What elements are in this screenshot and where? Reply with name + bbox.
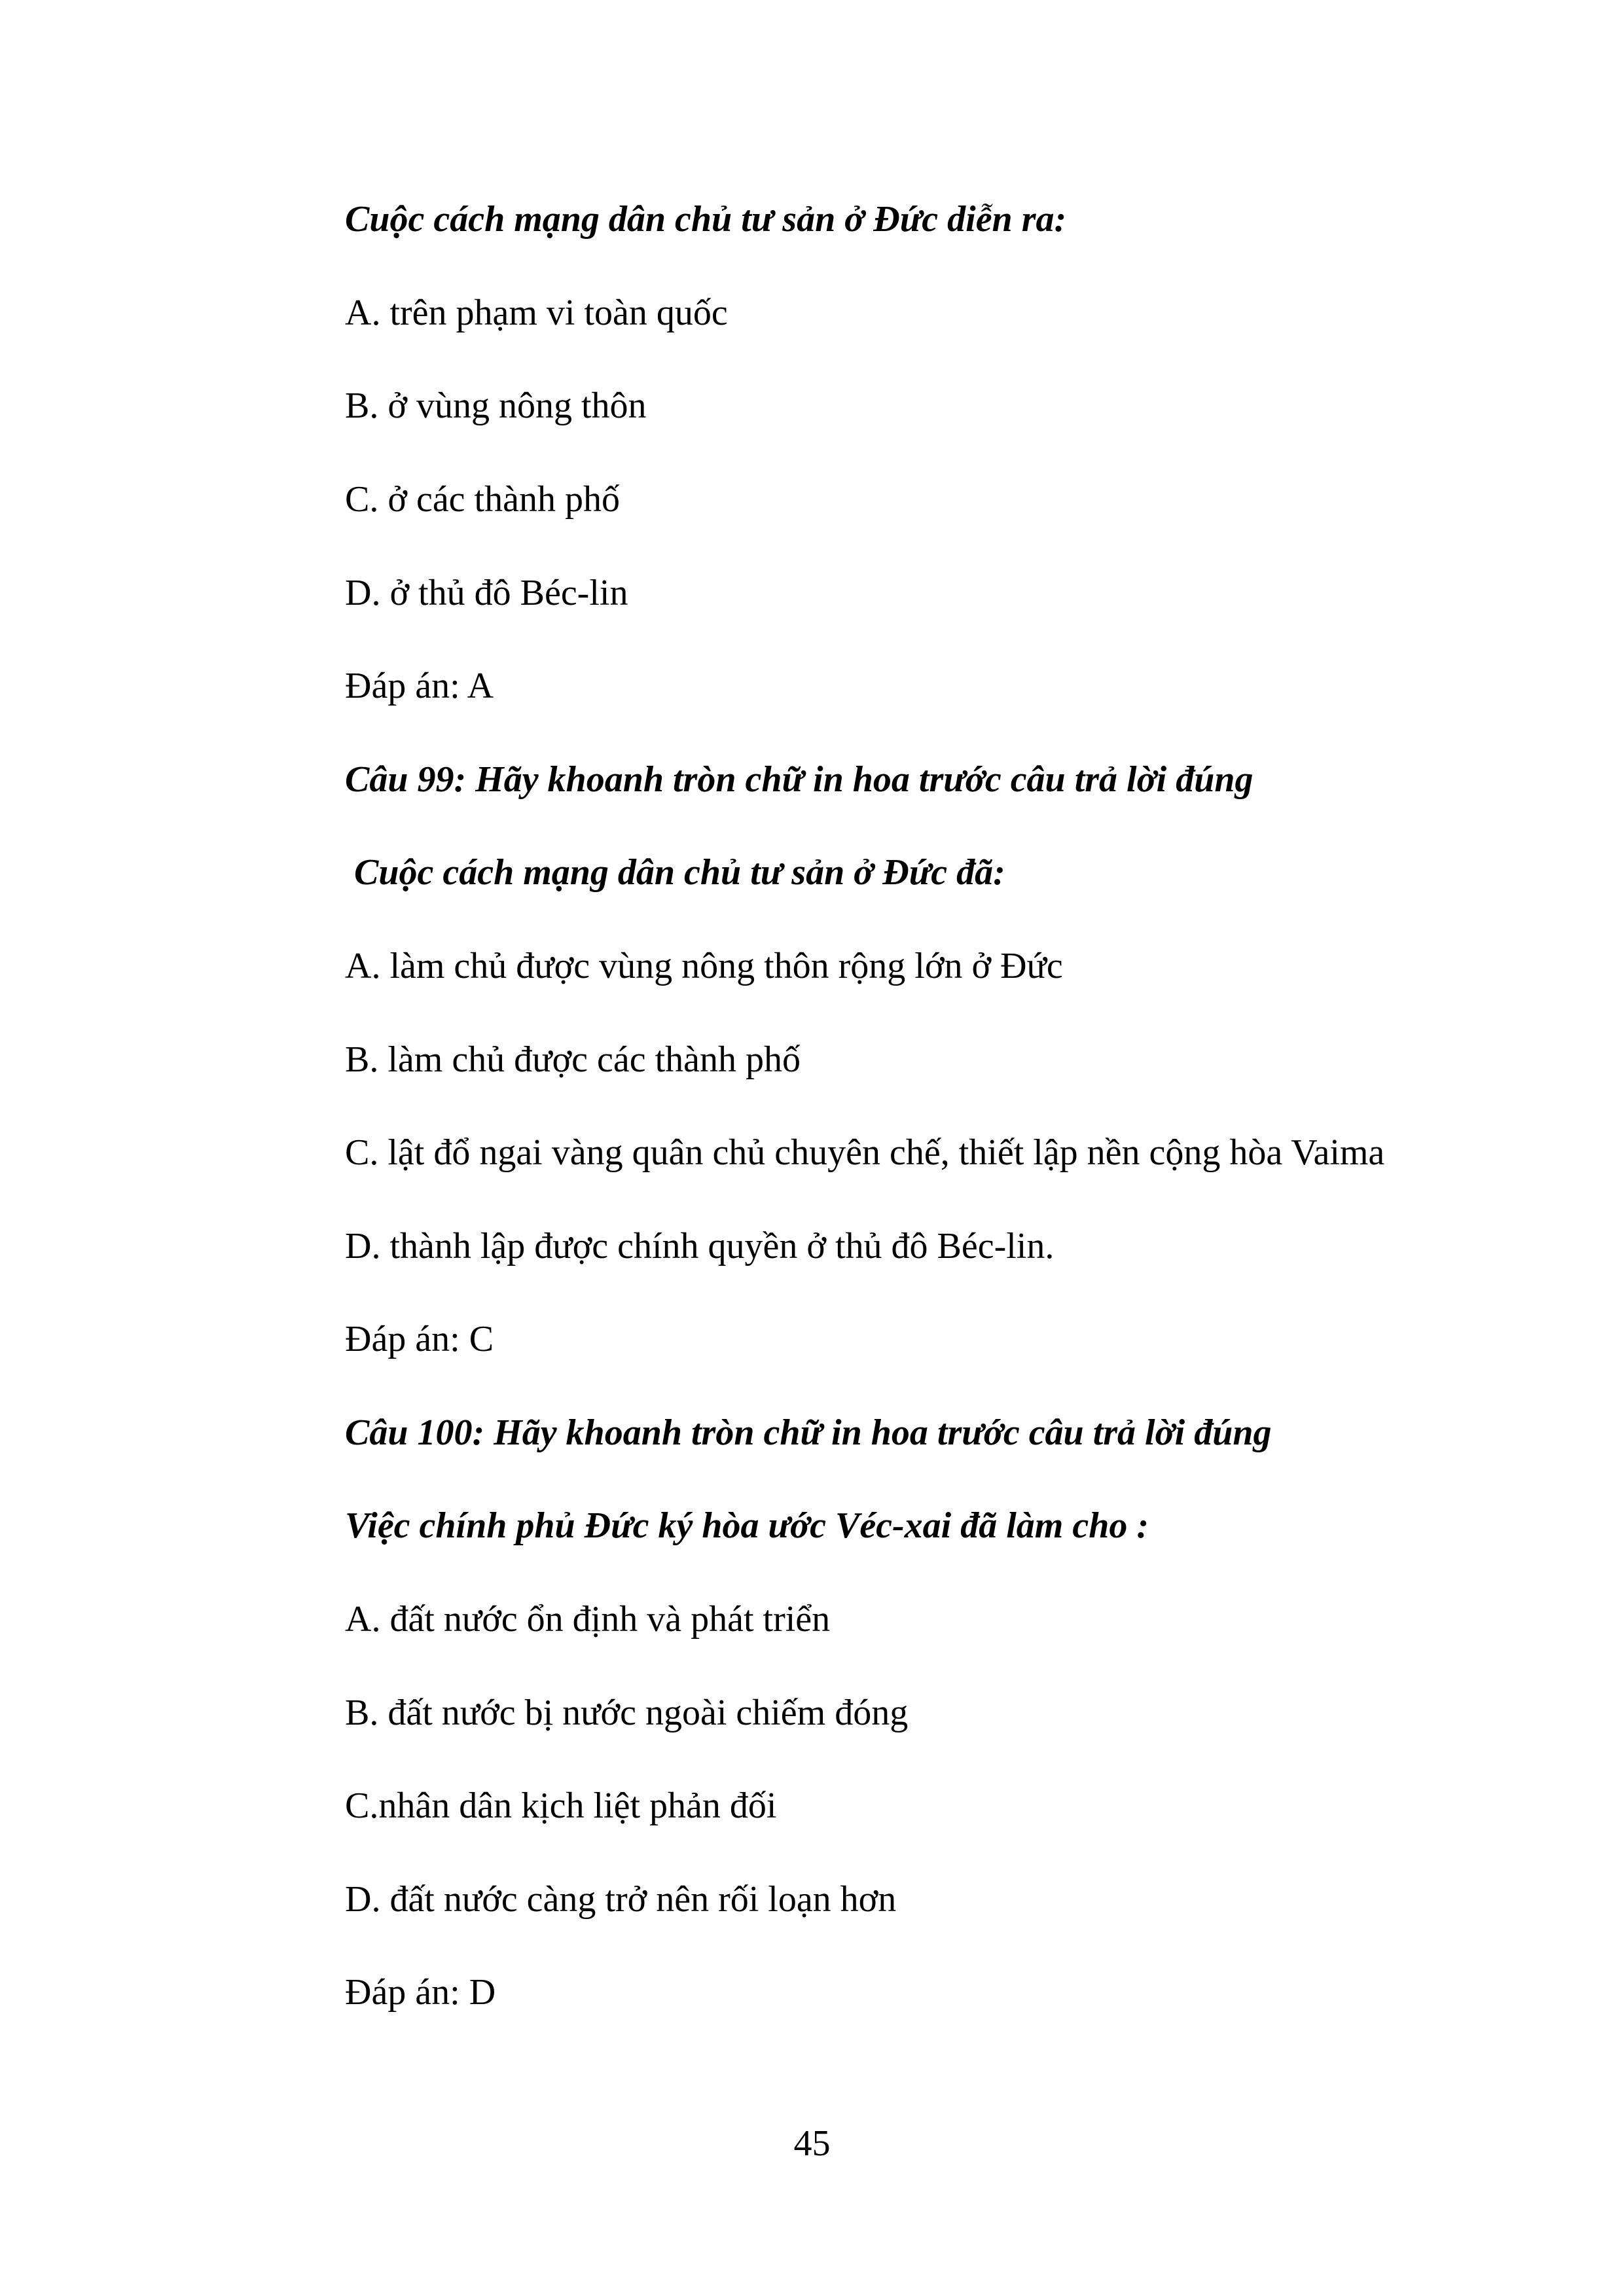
answer-text: Đáp án: A bbox=[345, 666, 494, 706]
option-b: B. đất nước bị nước ngoài chiếm đóng bbox=[345, 1693, 909, 1733]
option-d: D. thành lập được chính quyền ở thủ đô Béc-lin. bbox=[345, 1226, 1055, 1266]
question-title: Câu 99: Hãy khoanh tròn chữ in hoa trước câu trả lời đúng bbox=[345, 759, 1254, 800]
option-d: D. đất nước càng trở nên rối loạn hơn bbox=[345, 1879, 897, 1920]
option-b: B. làm chủ được các thành phố bbox=[345, 1039, 801, 1080]
option-c: C.nhân dân kịch liệt phản đối bbox=[345, 1785, 777, 1826]
answer-text: Đáp án: D bbox=[345, 1972, 496, 2013]
option-c: C. lật đổ ngai vàng quân chủ chuyên chế, thiết lập nền cộng hòa Vaima bbox=[345, 1132, 1385, 1173]
page-number: 45 bbox=[793, 2123, 831, 2164]
option-a: A. trên phạm vi toàn quốc bbox=[345, 293, 728, 333]
question-text: Việc chính phủ Đức ký hòa ước Véc-xai đã làm cho : bbox=[345, 1505, 1149, 1546]
answer-text: Đáp án: C bbox=[345, 1319, 494, 1359]
option-c: C. ở các thành phố bbox=[345, 479, 620, 520]
option-a: A. làm chủ được vùng nông thôn rộng lớn ở Đức bbox=[345, 946, 1063, 986]
question-text: Cuộc cách mạng dân chủ tư sản ở Đức diễn ra: bbox=[345, 199, 1067, 240]
option-d: D. ở thủ đô Béc-lin bbox=[345, 573, 628, 613]
question-text: Cuộc cách mạng dân chủ tư sản ở Đức đã: bbox=[345, 852, 1005, 893]
option-b: B. ở vùng nông thôn bbox=[345, 386, 647, 426]
option-a: A. đất nước ổn định và phát triển bbox=[345, 1599, 831, 1640]
question-title: Câu 100: Hãy khoanh tròn chữ in hoa trước câu trả lời đúng bbox=[345, 1412, 1272, 1453]
